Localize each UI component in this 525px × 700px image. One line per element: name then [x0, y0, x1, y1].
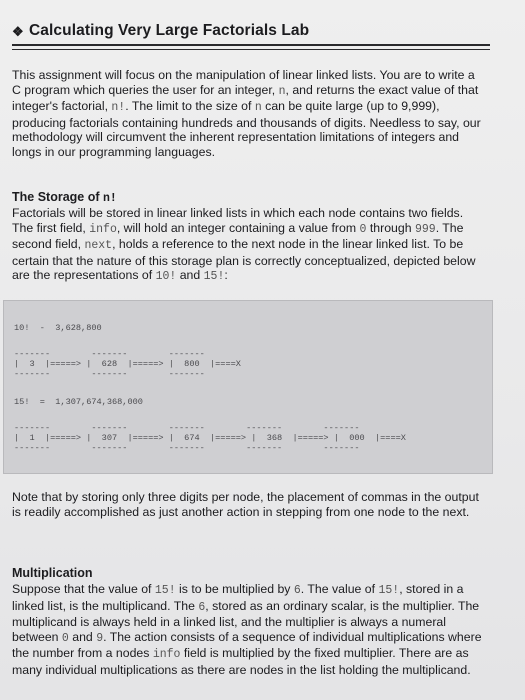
storage-heading — [12, 190, 117, 205]
mult-text-7: . The action consists of a sequence of individual multiplications where the number from a nodes — [12, 629, 482, 661]
intro-text-2: , and returns the exact value of that integer's factorial, — [12, 82, 479, 114]
mult-code-7: info — [152, 648, 181, 662]
mult-text-3: . The value of — [300, 582, 379, 596]
code-line-border-top-1: ------- ------- ------- — [14, 349, 205, 359]
code-line-10-factorial: 10! - 3,628,800 — [14, 323, 102, 333]
storage-text-6: and — [176, 268, 204, 283]
storage-code-5: 10! — [155, 270, 177, 284]
intro-text-3: . The limit to the size of — [125, 99, 255, 114]
mult-text-1: Suppose that the value of — [12, 582, 155, 596]
code-line-border-bottom-2: ------- ------- ------- ------- ------- — [14, 443, 360, 453]
mult-code-1: 15! — [154, 584, 176, 597]
storage-code-3: 999 — [414, 222, 436, 236]
mult-code-2: 6 — [293, 584, 301, 597]
storage-code-4: next — [84, 239, 113, 253]
page-title — [12, 22, 490, 40]
storage-text-3: through — [366, 220, 415, 235]
mult-code-6: 9 — [96, 631, 104, 645]
storage-paragraph — [12, 206, 484, 285]
title-rule-thick — [12, 44, 490, 46]
mult-text-2: is to be multiplied by — [175, 582, 294, 596]
title-rule-thin — [12, 49, 490, 50]
intro-code-1: n — [278, 84, 286, 98]
storage-text-4: . The second field, — [12, 220, 464, 252]
diamond-bullet-icon: ❖ — [12, 23, 24, 39]
multiplication-heading: Multiplication — [12, 566, 93, 580]
multiplication-paragraph — [12, 582, 484, 678]
note-paragraph: Note that by storing only three digits per node, the placement of commas in the output is readily accomplished as just another action in stepping from one node to the next. — [12, 490, 479, 519]
mult-text-8: field is multiplied by the fixed multiplier. There are as many individual multiplications as there are nodes in the list holding the multiplicand. — [12, 646, 471, 677]
storage-heading-text: The Storage of — [12, 190, 103, 204]
code-example-box — [3, 300, 493, 474]
intro-paragraph — [12, 68, 484, 160]
mult-text-5: , stored as an ordinary scalar, is the multiplier. The multiplicand is always held in a linked list, and the multiplier is always a numeral between — [12, 598, 480, 644]
code-line-border-bottom-1: ------- ------- ------- — [14, 369, 205, 379]
title-block — [12, 22, 490, 40]
storage-text-1: Factorials will be stored in linear linked lists in which each node contains two fields. The first field, — [12, 206, 464, 235]
storage-code-6: 15! — [203, 270, 225, 284]
mult-code-3: 15! — [378, 584, 400, 597]
code-line-nodes-15: | 1 |=====> | 307 |=====> | 674 |=====> | 368 |=====> | 000 |====X — [14, 433, 406, 443]
storage-heading-code: n! — [102, 192, 117, 205]
mult-text-6: and — [68, 629, 97, 644]
storage-text-5: , holds a reference to the next node in the linear linked list. To be certain that the nature of this storage plan is correctly conceptualized, depicted below are the representations of — [12, 237, 476, 283]
intro-text-1: This assignment will focus on the manipulation of linear linked lists. You are to write a C program which queries the user for an integer, — [12, 68, 475, 97]
code-line-border-top-2: ------- ------- ------- ------- ------- — [14, 423, 360, 433]
intro-code-3: n — [254, 101, 262, 115]
storage-code-2: 0 — [359, 222, 367, 236]
intro-text-4: can be quite large (up to 9,999), producing factorials containing hundreds and thousands of digits. Needless to say, our methodology will circumvent the inherent representation limitations of integers and longs in our programming languages. — [12, 99, 481, 159]
mult-code-4: 6 — [198, 600, 206, 614]
page-title-text: Calculating Very Large Factorials Lab — [29, 22, 310, 39]
code-line-nodes-10: | 3 |=====> | 628 |=====> | 800 |====X — [14, 359, 241, 369]
code-line-15-factorial: 15! = 1,307,674,368,000 — [14, 397, 143, 407]
mult-text-4: , stored in a linked list, is the multiplicand. The — [12, 582, 464, 613]
storage-text-7: : — [224, 268, 228, 283]
mult-code-5: 0 — [61, 631, 69, 645]
intro-code-2: n! — [111, 101, 126, 115]
storage-code-1: info — [89, 222, 117, 236]
storage-text-2: , will hold an integer containing a value from — [116, 220, 360, 235]
